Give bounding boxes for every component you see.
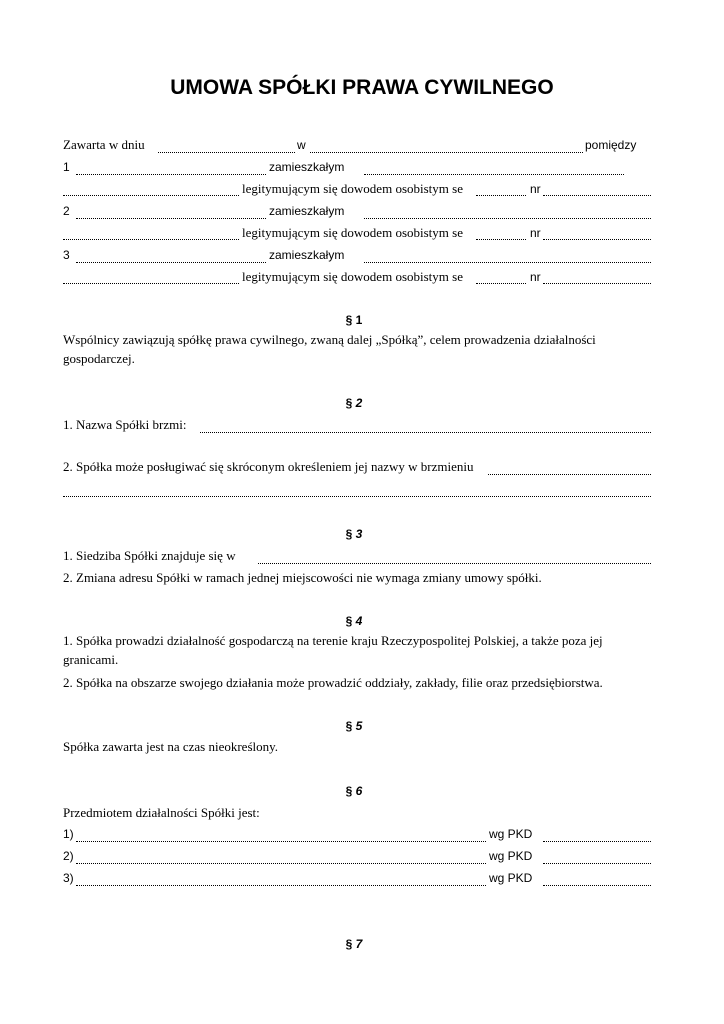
document-title: UMOWA SPÓŁKI PRAWA CYWILNEGO [170,76,554,99]
section-1-text: Wspólnicy zawiązują spółkę prawa cywilnego, zwaną dalej „Spółką”, celem prowadzenia działalności gospodarczej. [63,332,596,366]
company-name-field[interactable] [200,432,651,433]
section-6-intro: Przedmiotem działalności Spółki jest: [63,805,260,820]
section-sign: § [345,719,353,733]
partner-1-address-field-2[interactable] [63,195,239,196]
partner-1-address-field[interactable] [364,174,624,175]
section-number: 7 [355,937,363,951]
section-3-heading [0,527,708,541]
section-sign: § [345,527,353,541]
section-sign: § [345,614,353,628]
seat-field[interactable] [258,563,651,564]
activity-1-pkd-label: wg PKD [489,827,533,841]
section-7-heading [0,937,708,951]
activity-3-field[interactable] [76,885,486,886]
section-3-p1: 1. Siedziba Spółki znajduje się w [63,548,236,563]
section-2-heading [0,396,708,410]
partner-3-address-field[interactable] [364,262,651,263]
partner-2-legit: legitymującym się dowodem osobistym se [242,225,463,240]
partner-1-series-field[interactable] [476,195,526,196]
section-5-text: Spółka zawarta jest na czas nieokreślony. [63,739,279,754]
partner-2-number: 2 [63,204,70,218]
place-field[interactable] [310,152,583,153]
partner-1-zamieszkalym: zamieszkałym [269,160,345,174]
section-number: 3 [355,527,363,541]
partner-3-address-field-2[interactable] [63,283,239,284]
activity-1-number: 1) [63,827,74,841]
zawarta-label: Zawarta w dniu [63,137,145,152]
partner-1-number: 1 [63,160,70,174]
short-name-field-2[interactable] [63,496,651,497]
partner-2-zamieszkalym: zamieszkałym [269,204,345,218]
partner-3-number: 3 [63,248,70,262]
section-4-p2: 2. Spółka na obszarze swojego działania może prowadzić oddziały, zakłady, filie oraz przedsiębiorstwa. [63,675,603,690]
activity-3-number: 3) [63,871,74,885]
section-number: 4 [355,614,363,628]
partner-3-nr: nr [530,270,541,284]
pomiedzy-label: pomiędzy [585,138,637,152]
partner-2-id-number-field[interactable] [543,239,651,240]
section-number: 6 [355,784,363,798]
partner-3-series-field[interactable] [476,283,526,284]
section-1-heading: § 1 [345,313,363,327]
section-4-p1: 1. Spółka prowadzi działalność gospodarczą na terenie kraju Rzeczypospolitej Polskiej, a także poza jej granicami. [63,633,603,667]
section-sign: § [345,784,353,798]
partner-3-zamieszkalym: zamieszkałym [269,248,345,262]
activity-2-pkd-field[interactable] [543,863,651,864]
section-6-heading [0,784,708,798]
activity-1-pkd-field[interactable] [543,841,651,842]
section-4-heading [0,614,708,628]
section-2-p2: 2. Spółka może posługiwać się skróconym określeniem jej nazwy w brzmieniu [63,459,474,474]
partner-1-legit: legitymującym się dowodem osobistym se [242,181,463,196]
partner-1-name-field[interactable] [76,174,266,175]
short-name-field[interactable] [488,474,651,475]
partner-3-name-field[interactable] [76,262,266,263]
partner-2-nr: nr [530,226,541,240]
activity-2-pkd-label: wg PKD [489,849,533,863]
section-sign: § [345,937,353,951]
partner-1-nr: nr [530,182,541,196]
partner-3-id-number-field[interactable] [543,283,651,284]
activity-3-pkd-field[interactable] [543,885,651,886]
section-2-p1: 1. Nazwa Spółki brzmi: [63,417,187,432]
partner-3-legit: legitymującym się dowodem osobistym se [242,269,463,284]
partner-2-address-field-2[interactable] [63,239,239,240]
w-label: w [297,138,306,152]
section-5-heading [0,719,708,733]
activity-1-field[interactable] [76,841,486,842]
section-number: 5 [355,719,363,733]
partner-2-address-field[interactable] [364,218,651,219]
section-sign: § [345,396,353,410]
section-3-p2: 2. Zmiana adresu Spółki w ramach jednej miejscowości nie wymaga zmiany umowy spółki. [63,570,542,585]
partner-2-name-field[interactable] [76,218,266,219]
activity-3-pkd-label: wg PKD [489,871,533,885]
partner-1-id-number-field[interactable] [543,195,651,196]
activity-2-number: 2) [63,849,74,863]
section-number: 2 [355,396,363,410]
activity-2-field[interactable] [76,863,486,864]
partner-2-series-field[interactable] [476,239,526,240]
date-field[interactable] [158,152,295,153]
